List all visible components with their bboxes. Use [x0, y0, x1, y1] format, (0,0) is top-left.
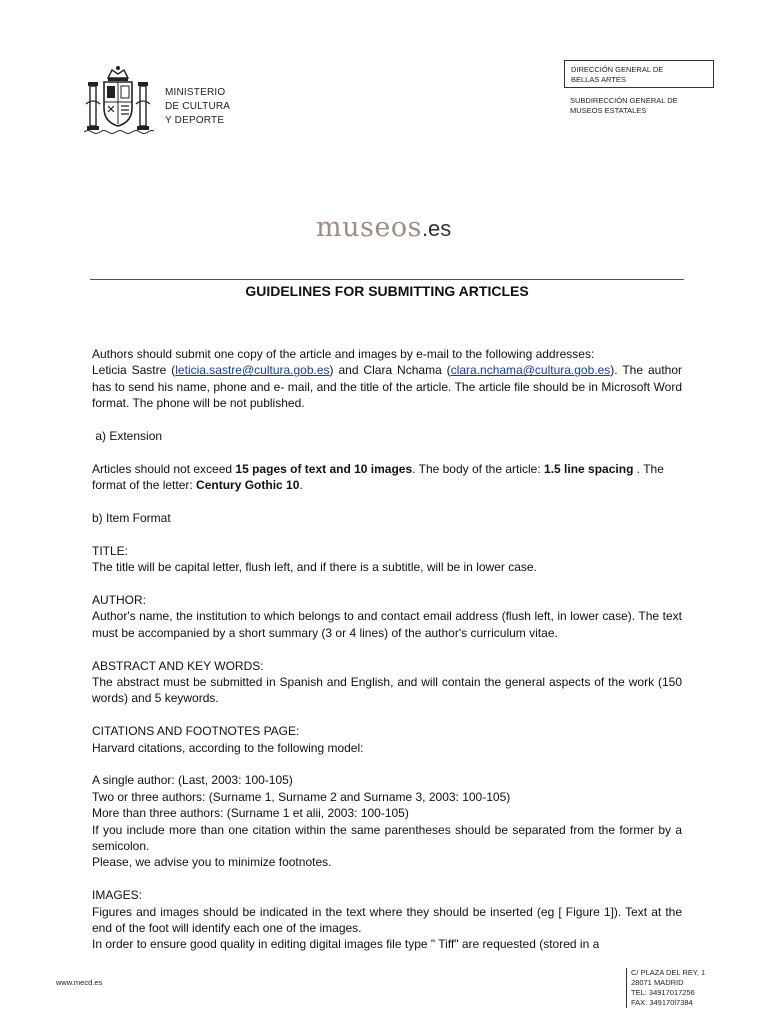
citation-note: Please, we advise you to minimize footnotes.	[92, 855, 332, 870]
citations-label: CITATIONS AND FOOTNOTES PAGE:	[92, 724, 300, 739]
coat-of-arms-logo	[82, 64, 154, 136]
ministry-line: Y DEPORTE	[165, 115, 225, 126]
section-heading-extension: a) Extension	[92, 429, 163, 444]
images-label: IMAGES:	[92, 888, 143, 903]
intro-paragraph	[92, 362, 682, 411]
images-text: In order to ensure good quality in editing digital images file type " Tiff" are requested (stored in a	[92, 937, 600, 952]
address-line: FAX: 349170l7384	[631, 998, 693, 1007]
directorate-box	[564, 60, 714, 88]
email-link-nchama[interactable]: clara.nchama@cultura.gob.es	[450, 363, 611, 378]
subdirectorate	[570, 96, 710, 116]
ministry-name	[165, 86, 230, 128]
address-line: 28071 MADRID	[631, 978, 684, 987]
extension-bold: 15 pages of text and 10 images	[235, 461, 413, 476]
intro-line: Authors should submit one copy of the article and images by e-mail to the following addresses:	[92, 347, 595, 361]
museos-logo	[316, 212, 451, 243]
abstract-label: ABSTRACT AND KEY WORDS:	[92, 658, 264, 673]
extension-bold: 1.5 line spacing	[544, 461, 634, 476]
email-link-sastre[interactable]: leticia.sastre@cultura.gob.es	[175, 363, 330, 378]
section-heading-item-format: b) Item Format	[92, 511, 171, 526]
author-text: Author's name, the institution to which belongs to and contact email address (flush left, in lower case). The text must be accompanied by a short summary (3 or 4 lines) of the author's curriculum vitae.	[92, 609, 682, 640]
abstract-text: The abstract must be submitted in Spanish and English, and will contain the general aspects of the work (150 words) and 5 keywords.	[92, 675, 682, 706]
extension-paragraph	[92, 461, 682, 494]
intro-text: Leticia Sastre (	[92, 363, 176, 378]
citation-example: A single author: (Last, 2003: 100-105)	[92, 773, 293, 788]
extension-text: .	[299, 478, 303, 493]
directorate-line: DIRECCIÓN GENERAL DE	[571, 65, 664, 74]
footer-address	[626, 968, 705, 1008]
extension-text: Articles should not exceed	[92, 461, 236, 476]
ministry-line: MINISTERIO	[165, 87, 226, 98]
logo-word: museos	[316, 212, 422, 243]
title-label: TITLE:	[92, 543, 129, 558]
logo-suffix: .es	[421, 216, 452, 241]
document-body	[92, 346, 682, 953]
intro-text: ). The author has to send his name, phone and e- mail, and the title of the article. The article file should be in Microsoft Word format. The phone will be not published.	[92, 363, 682, 411]
address-line: TEL: 34917017256	[631, 988, 695, 997]
intro-text: ) and Clara Nchama (	[329, 363, 451, 378]
extension-text: . The format of the letter:	[92, 461, 664, 493]
citations-text: Harvard citations, according to the following model:	[92, 740, 364, 755]
citation-example: Two or three authors: (Surname 1, Surname 2 and Surname 3, 2003: 100-105)	[92, 789, 511, 804]
title-text: The title will be capital letter, flush left, and if there is a subtitle, will be in lower case.	[92, 560, 537, 575]
extension-bold: Century Gothic 10	[196, 478, 300, 493]
subdirectorate-line: SUBDIRECCIÓN GENERAL DE	[570, 96, 678, 105]
extension-text: . The body of the article:	[412, 461, 545, 476]
author-label: AUTHOR:	[92, 593, 146, 608]
ministry-line: DE CULTURA	[165, 101, 231, 112]
images-text: Figures and images should be indicated in the text where they should be inserted (eg [ Figure 1]). Text at the end of the foot will identify each one of the images.	[92, 904, 682, 936]
directorate-line: BELLAS ARTES	[571, 75, 626, 84]
address-line: C/ PLAZA DEL REY, 1	[631, 968, 706, 977]
citation-example: More than three authors: (Surname 1 et alii, 2003: 100-105)	[92, 806, 409, 821]
page-title: GUIDELINES FOR SUBMITTING ARTICLES	[245, 283, 529, 299]
citation-note: If you include more than one citation within the same parentheses should be separated from the former by a semicolon.	[92, 822, 682, 854]
footer-website: www.mecd.es	[56, 978, 103, 987]
header-divider	[90, 279, 684, 280]
subdirectorate-line: MUSEOS ESTATALES	[570, 106, 647, 115]
